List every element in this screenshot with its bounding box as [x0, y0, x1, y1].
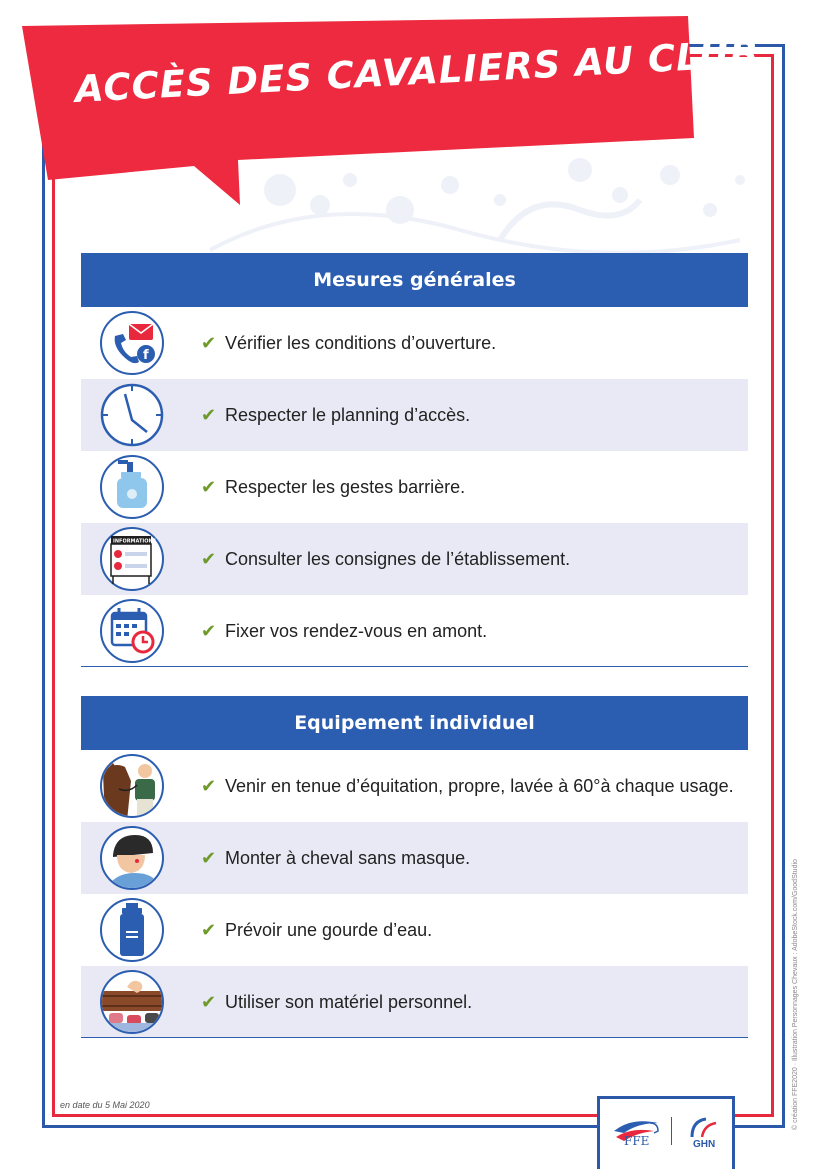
personal-equipment-icon — [99, 969, 165, 1035]
check-icon: ✔ — [201, 991, 217, 1012]
item-text: Consulter les consignes de l’établissement. — [225, 548, 571, 569]
list-item — [81, 966, 748, 1038]
list-item — [81, 451, 748, 523]
item-text: Respecter les gestes barrière. — [225, 476, 466, 497]
helmet-rider-icon — [99, 825, 165, 891]
logo-separator — [671, 1117, 672, 1145]
item-text: Venir en tenue d’équitation, propre, lavée à 60°à chaque usage. — [225, 775, 734, 796]
svg-text:f: f — [143, 348, 149, 363]
item-text: Prévoir une gourde d’eau. — [225, 919, 433, 940]
list-item — [81, 822, 748, 894]
section-divider — [81, 666, 748, 667]
calendar-icon — [99, 598, 165, 664]
hand-sanitizer-icon — [99, 454, 165, 520]
item-text: Fixer vos rendez-vous en amont. — [225, 620, 488, 641]
water-bottle-icon — [99, 897, 165, 963]
check-icon: ✔ — [201, 919, 217, 940]
check-icon: ✔ — [201, 548, 217, 569]
information-board-icon — [99, 526, 165, 592]
rider-with-horse-icon — [99, 753, 165, 819]
list-item — [81, 379, 748, 451]
ghn-logo-text: GHN — [693, 1139, 716, 1150]
item-text: Monter à cheval sans masque. — [225, 847, 471, 868]
clock-icon — [99, 382, 165, 448]
check-icon: ✔ — [201, 620, 217, 641]
check-icon: ✔ — [201, 775, 217, 796]
list-item — [81, 307, 748, 379]
item-text: Vérifier les conditions d’ouverture. — [225, 332, 497, 353]
list-item — [81, 894, 748, 966]
section-header-equipement: Equipement individuel — [81, 696, 748, 750]
check-icon: ✔ — [201, 847, 217, 868]
date-note: en date du 5 Mai 2020 — [60, 1100, 150, 1110]
logo-panel — [597, 1096, 735, 1169]
check-icon: ✔ — [201, 332, 217, 353]
list-item — [81, 750, 748, 822]
item-text: Utiliser son matériel personnel. — [225, 991, 473, 1012]
section-divider — [81, 1037, 748, 1038]
list-item — [81, 595, 748, 667]
ffe-logo-text: FFE — [624, 1134, 650, 1148]
list-item — [81, 523, 748, 595]
page-title: ACCÈS DES CAVALIERS AU CLUB — [73, 32, 760, 111]
image-credits: © création FFE2020 · Illustration Personnages Chevaux : AdobeStock.com/GoodStudio — [792, 859, 799, 1130]
board-label: INFORMATIONS — [113, 538, 157, 545]
check-icon: ✔ — [201, 404, 217, 425]
contact-icon — [99, 310, 165, 376]
item-text: Respecter le planning d’accès. — [225, 404, 471, 425]
section-header-mesures: Mesures générales — [81, 253, 748, 307]
check-icon: ✔ — [201, 476, 217, 497]
